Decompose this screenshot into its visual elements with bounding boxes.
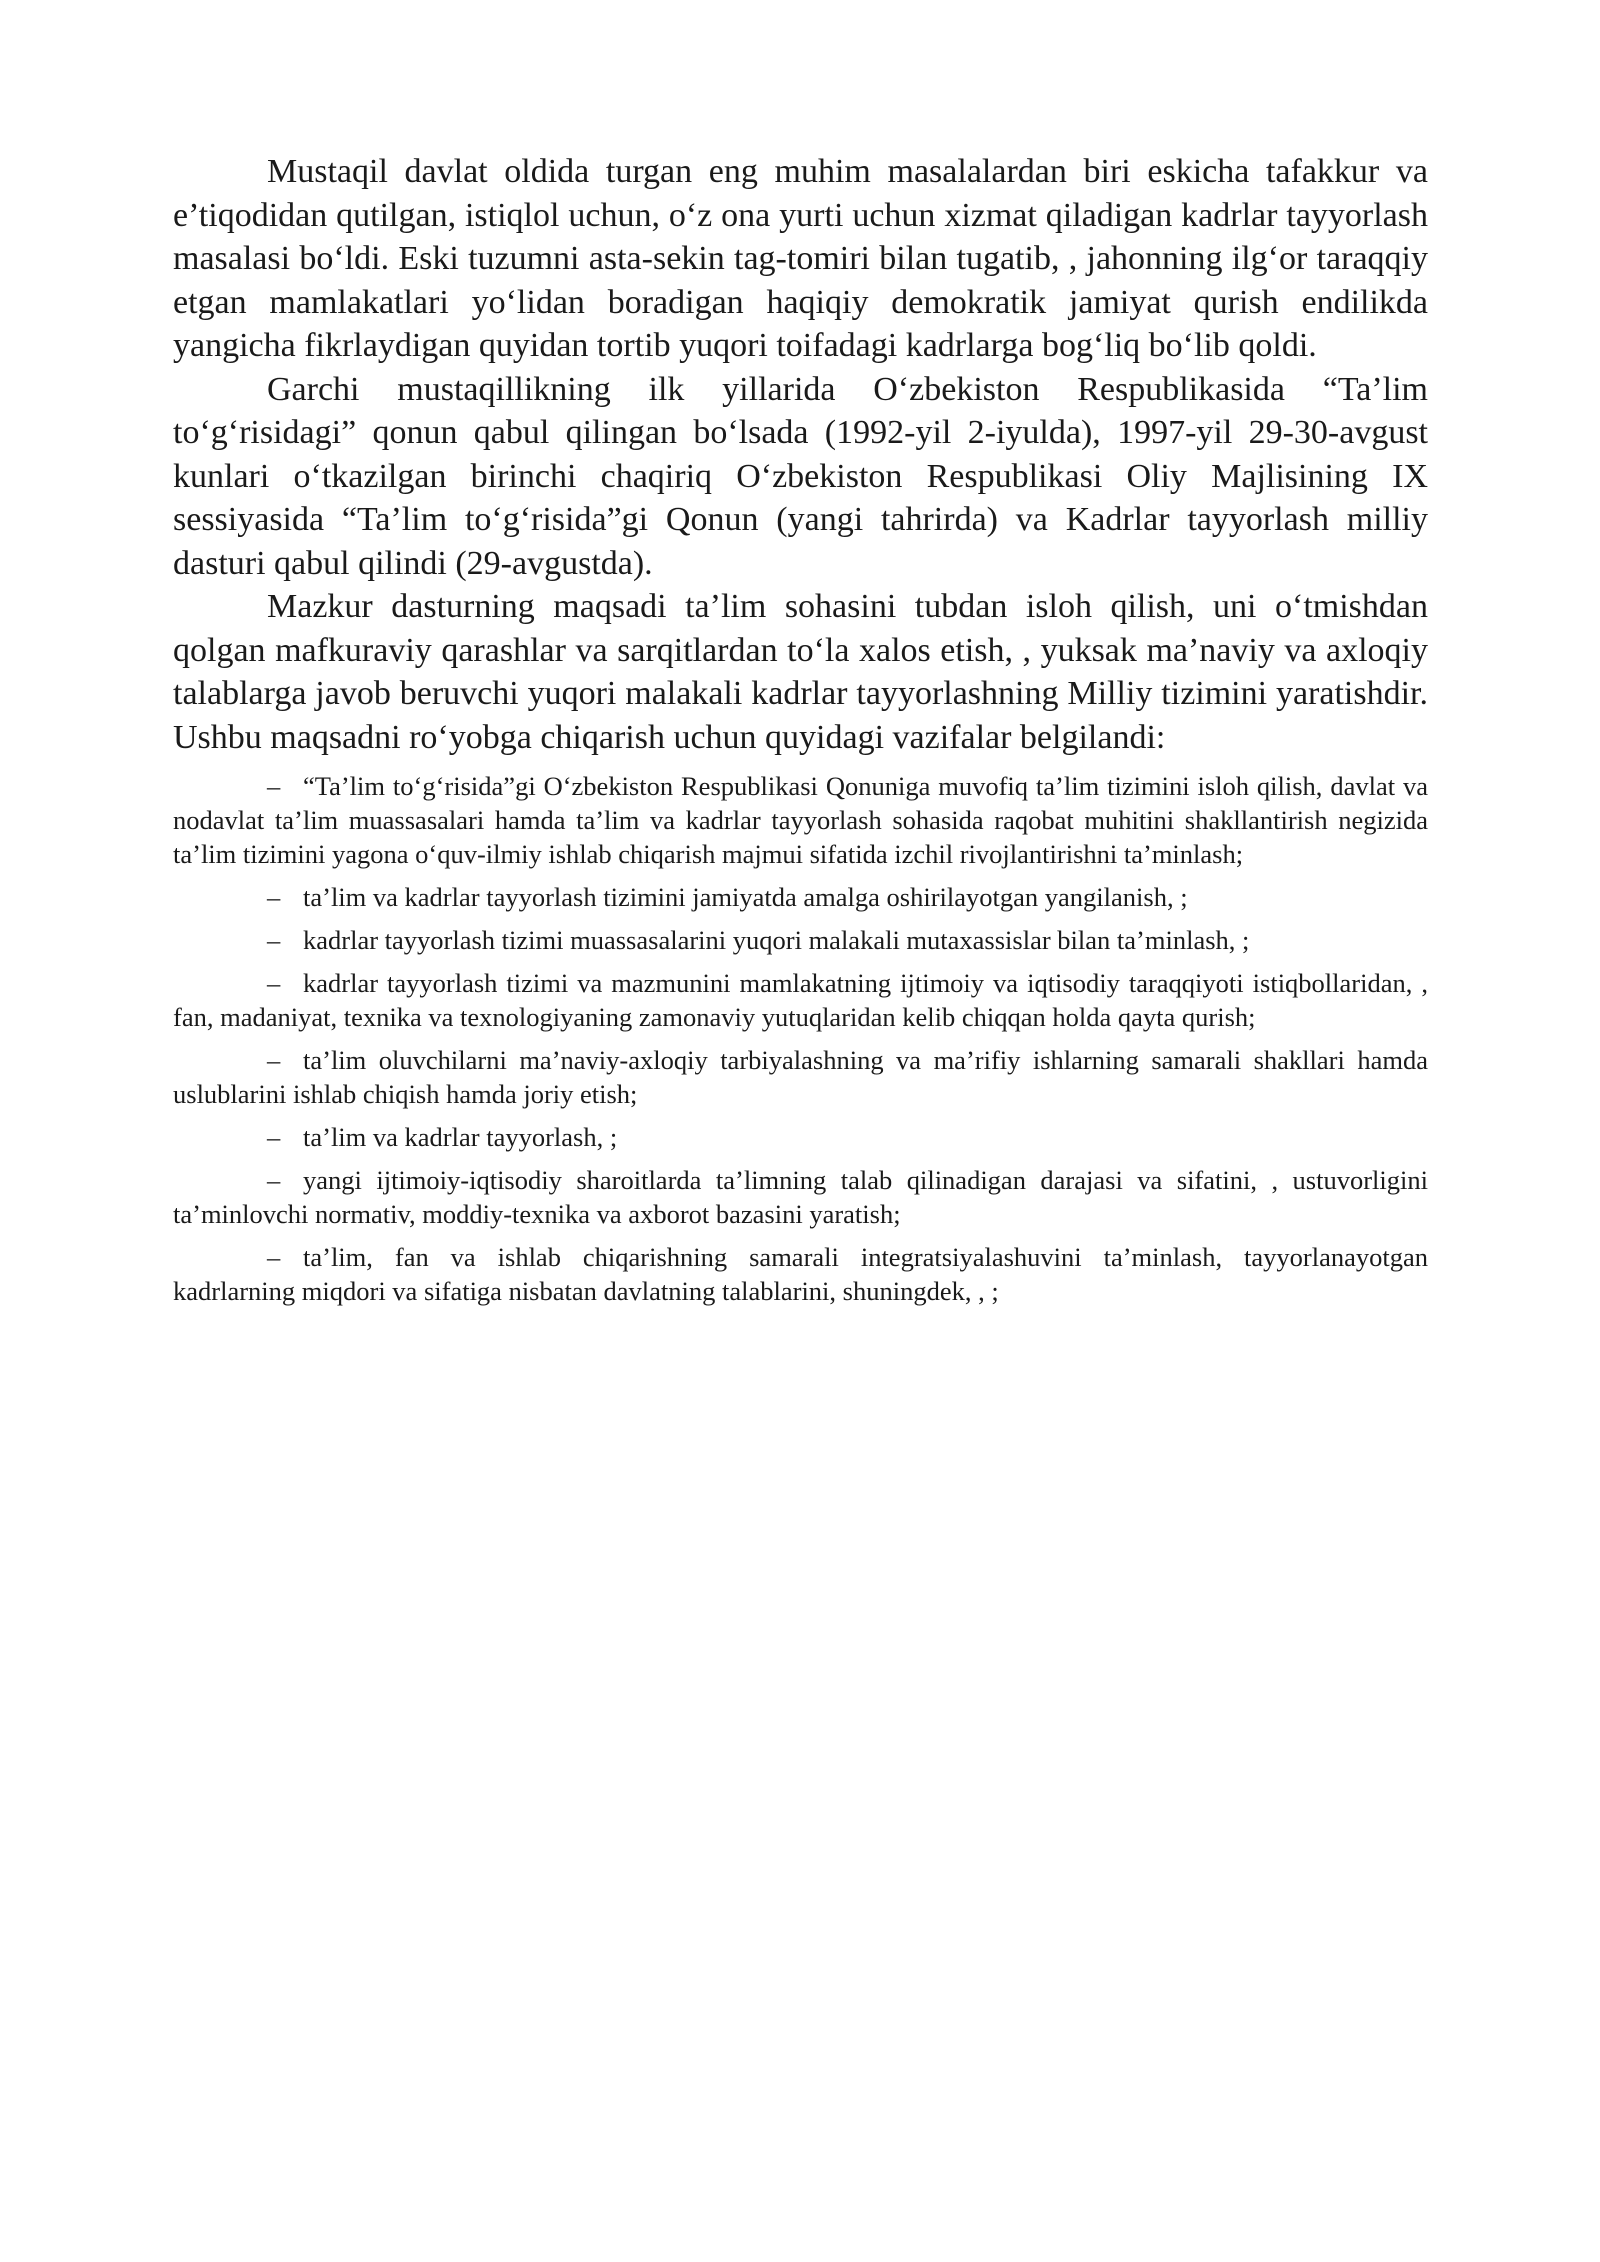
dash-bullet: – <box>267 968 281 998</box>
paragraph-program-goal: Mazkur dasturning maqsadi ta’lim sohasini tubdan isloh qilish, uni o‘tmishdan qolgan mafkuraviy qarashlar va sarqitlardan to‘la xalos etish, , yuksak ma’naviy va axloqiy talablarga javob beruvchi yuqori malakali kadrlar tayyorlashning Milliy tizimini yaratishdir. Ushbu maqsadni ro‘yobga chiqarish uchun quyidagi vazifalar belgilandi: <box>173 588 1428 756</box>
dash-bullet: – <box>267 925 281 955</box>
list-item <box>173 1163 1428 1231</box>
task-list <box>173 769 1428 1308</box>
paragraph-law: Garchi mustaqillikning ilk yillarida O‘zbekiston Respublikasida “Ta’lim to‘g‘risidagi” qonun qabul qilingan bo‘lsada (1992-yil 2-iyulda), 1997-yil 29-30-avgust kunlari o‘tkazilgan birinchi chaqiriq O‘zbekiston Respublikasi Oliy Majlisining IX sessiyasida “Ta’lim to‘g‘risida”gi Qonun (yangi tahrirda) va Kadrlar tayyorlash milliy dasturi qabul qilindi (29-avgustda). <box>173 370 1428 582</box>
list-item <box>173 1240 1428 1308</box>
paragraph-intro: Mustaqil davlat oldida turgan eng muhim masalalardan biri eskicha tafakkur va e’tiqodidan qutilgan, istiqlol uchun, o‘z ona yurti uchun xizmat qiladigan kadrlar tayyorlash masalasi bo‘ldi. Eski tuzumni asta-sekin tag-tomiri bilan tugatib, , jahonning ilg‘or taraqqiy etgan mamlakatlari yo‘lidan boradigan haqiqiy demokratik jamiyat qurish endilikda yangicha fikrlaydigan quyidan tortib yuqori toifadagi kadrlarga bog‘liq bo‘lib qoldi. <box>173 153 1428 364</box>
dash-bullet: – <box>267 1165 281 1195</box>
list-item <box>173 923 1428 957</box>
list-item-text: ta’lim va kadrlar tayyorlash tizimini jamiyatda amalga oshirilayotgan yangilanish, ; <box>303 882 1188 912</box>
dash-bullet: – <box>267 771 281 801</box>
list-item <box>173 966 1428 1034</box>
list-item-text: ta’lim oluvchilarni ma’naviy-axloqiy tarbiyalashning va ma’rifiy ishlarning samarali shakllari hamda uslublarini ishlab chiqish hamda joriy etish; <box>173 1045 1428 1109</box>
list-item <box>173 1043 1428 1111</box>
dash-bullet: – <box>267 1242 281 1272</box>
dash-bullet: – <box>267 882 281 912</box>
document-page <box>173 150 1428 1317</box>
list-item-text: ta’lim va kadrlar tayyorlash, ; <box>303 1122 618 1152</box>
list-item-text: “Ta’lim to‘g‘risida”gi O‘zbekiston Respublikasi Qonuniga muvofiq ta’lim tizimini isloh qilish, davlat va nodavlat ta’lim muassasalari hamda ta’lim va kadrlar tayyorlash sohasida raqobat muhitini shakllantirish negizida ta’lim tizimini yagona o‘quv-ilmiy ishlab chiqarish majmui sifatida izchil rivojlantirishni ta’minlash; <box>173 771 1428 869</box>
list-item-text: ta’lim, fan va ishlab chiqarishning samarali integratsiyalashuvini ta’minlash, tayyorlanayotgan kadrlarning miqdori va sifatiga nisbatan davlatning talablarini, shuningdek, , ; <box>173 1242 1428 1306</box>
list-item-text: kadrlar tayyorlash tizimi va mazmunini mamlakatning ijtimoiy va iqtisodiy taraqqiyoti istiqbollaridan, , fan, madaniyat, texnika va texnologiyaning zamonaviy yutuqlaridan kelib chiqqan holda qayta qurish; <box>173 968 1428 1032</box>
list-item-text: yangi ijtimoiy-iqtisodiy sharoitlarda ta’limning talab qilinadigan darajasi va sifatini, , ustuvorligini ta’minlovchi normativ, moddiy-texnika va axborot bazasini yaratish; <box>173 1165 1428 1229</box>
list-item <box>173 880 1428 914</box>
dash-bullet: – <box>267 1122 281 1152</box>
list-item <box>173 769 1428 871</box>
dash-bullet: – <box>267 1045 281 1075</box>
list-item-text: kadrlar tayyorlash tizimi muassasalarini yuqori malakali mutaxassislar bilan ta’minlash, ; <box>303 925 1250 955</box>
list-item <box>173 1120 1428 1154</box>
